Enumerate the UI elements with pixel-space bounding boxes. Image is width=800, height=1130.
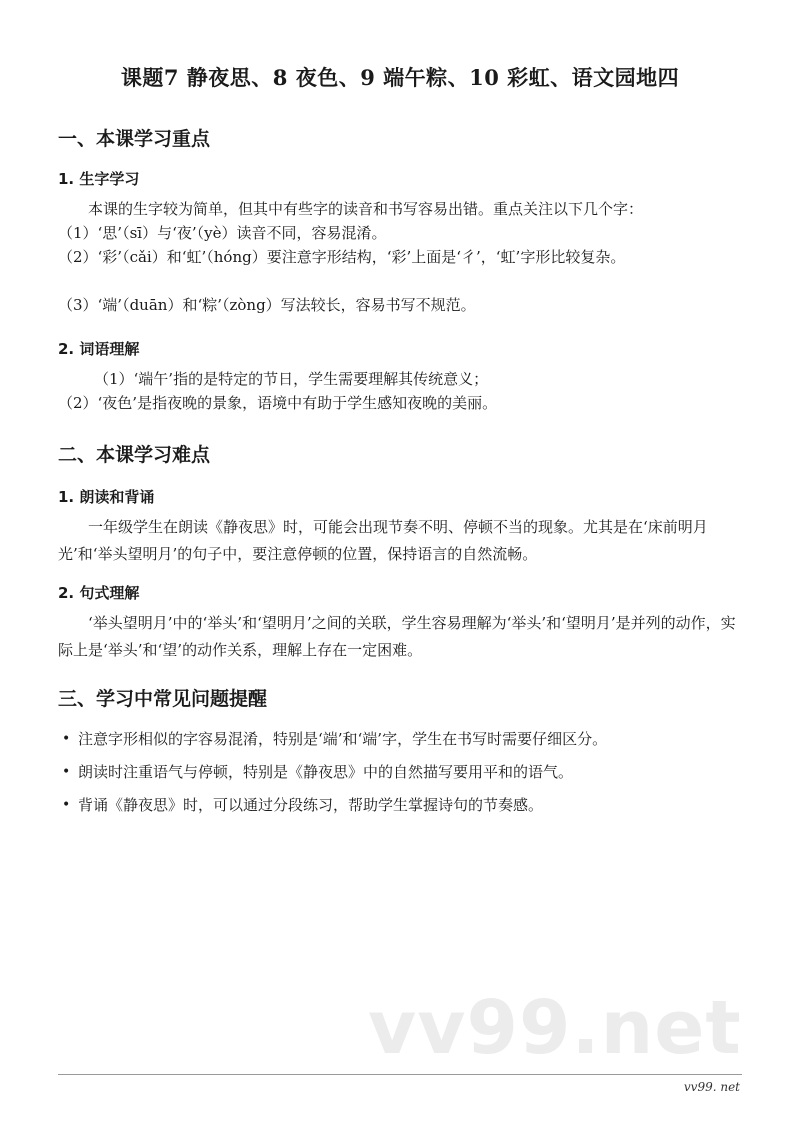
paragraph-sentence: ‘举头望明月’中的‘举头’和‘望明月’之间的关联，学生容易理解为‘举头’和‘望明月’是并列的动作，实际上是‘举头’和‘望’的动作关系，理解上存在一定困难。 — [58, 614, 736, 659]
footer-divider — [58, 1074, 742, 1075]
list-item — [62, 761, 573, 783]
bullet-icon: • — [62, 764, 71, 780]
list-item-characters-1: （1）‘思’（sī）与‘夜’（yè）读音不同，容易混淆。 — [58, 224, 387, 242]
sub-heading-vocabulary: 2. 词语理解 — [58, 340, 140, 358]
list-item — [62, 728, 607, 750]
bullet-icon: • — [62, 797, 71, 813]
watermark: vv99.net — [368, 985, 742, 1071]
sub-heading-sentence: 2. 句式理解 — [58, 584, 140, 602]
page-title: 课题7 静夜思、8 夜色、9 端午粽、10 彩虹、语文园地四 — [120, 65, 680, 90]
list-item-text: 背诵《静夜思》时，可以通过分段练习，帮助学生掌握诗句的节奏感。 — [78, 796, 544, 814]
list-item-text: 注意字形相似的字容易混淆，特别是‘端’和‘端’字，学生在书写时需要仔细区分。 — [78, 730, 608, 748]
sub-heading-characters: 1. 生字学习 — [58, 170, 140, 188]
footer-site-label: vv99. net — [683, 1080, 740, 1094]
sub-heading-reading: 1. 朗读和背诵 — [58, 488, 155, 506]
paragraph-reading: 一年级学生在朗读《静夜思》时，可能会出现节奏不明、停顿不当的现象。尤其是在‘床前明月光’和‘举头望明月’的句子中，要注意停顿的位置，保持语言的自然流畅。 — [58, 518, 708, 563]
list-item-characters-2: （2）‘彩’（cǎi）和‘虹’（hóng）要注意字形结构，‘彩’上面是‘彳’，‘虹’字形比较复杂。 — [58, 248, 626, 266]
list-item — [62, 794, 543, 816]
section-heading-difficulties: 二、本课学习难点 — [58, 444, 211, 466]
list-item-characters-3: （3）‘端’（duān）和‘粽’（zòng）写法较长，容易书写不规范。 — [58, 296, 476, 314]
list-item-text: 朗读时注重语气与停顿，特别是《静夜思》中的自然描写要用平和的语气。 — [78, 763, 574, 781]
section-heading-reminders: 三、学习中常见问题提醒 — [58, 688, 268, 710]
paragraph-characters-intro: 本课的生字较为简单，但其中有些字的读音和书写容易出错。重点关注以下几个字： — [88, 200, 644, 218]
list-item-vocabulary-1: （1）‘端午’指的是特定的节日，学生需要理解其传统意义； — [94, 370, 489, 388]
list-item-vocabulary-2: （2）‘夜色’是指夜晚的景象，语境中有助于学生感知夜晚的美丽。 — [58, 394, 498, 412]
section-heading-key-points: 一、本课学习重点 — [58, 128, 211, 150]
bullet-icon: • — [62, 731, 71, 747]
